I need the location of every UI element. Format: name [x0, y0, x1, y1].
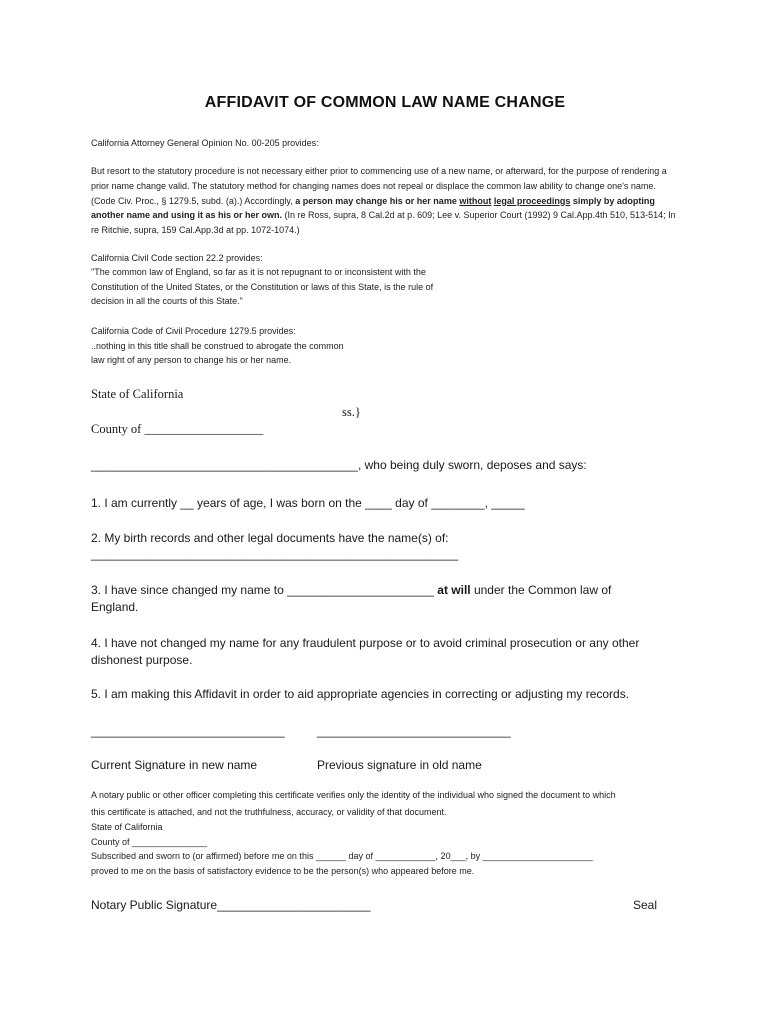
notary-state: State of California [91, 822, 163, 832]
statement-name-changed: 3. I have since changed my name to ______________________ at will under the Common law of [91, 583, 612, 597]
notary-notice-line-1: A notary public or other officer completing this certificate verifies only the identity of the individual who signed the document to which [91, 790, 616, 800]
notary-subscribed-line: Subscribed and sworn to (or affirmed) before me on this ______ day of ____________, 20___, by ______________________ [91, 851, 593, 861]
affiant-sworn-line: ________________________________________, who being duly sworn, deposes and says: [91, 458, 587, 472]
previous-signature-line: _____________________________ [317, 724, 511, 738]
ag-opinion-paragraph [91, 164, 681, 238]
ccp-line-1: ..nothing in this title shall be construed to abrogate the common [91, 341, 344, 351]
civil-code-line-1: "The common law of England, so far as it is not repugnant to or inconsistent with the [91, 267, 426, 277]
ccp-heading: California Code of Civil Procedure 1279.5 provides: [91, 326, 296, 336]
document-title: AFFIDAVIT OF COMMON LAW NAME CHANGE [204, 94, 566, 111]
ag-opinion-emphasis: a person may change his or her name without legal proceedings simply by adopting another name and using it as his or her own. [91, 195, 655, 221]
venue-county: County of ___________________ [91, 422, 264, 436]
statement-no-fraud: 4. I have not changed my name for any fraudulent purpose or to avoid criminal prosecution or any other [91, 636, 640, 650]
at-will-emphasis: at will [437, 583, 471, 597]
civil-code-heading: California Civil Code section 22.2 provides: [91, 253, 263, 263]
current-signature-line: _____________________________ [91, 724, 285, 738]
ag-opinion-heading: California Attorney General Opinion No. 00-205 provides: [91, 138, 319, 148]
venue-ss: ss.} [342, 405, 361, 419]
notary-notice-line-2: this certificate is attached, and not the truthfulness, accuracy, or validity of that document. [91, 807, 447, 817]
statement-purpose: 5. I am making this Affidavit in order to aid appropriate agencies in correcting or adjusting my records. [91, 687, 630, 701]
ag-opinion-underline-legal: legal proceedings [493, 195, 571, 206]
ag-opinion-underline-without: without [459, 195, 492, 206]
previous-signature-label: Previous signature in old name [317, 758, 482, 772]
statement-name-changed-cont: England. [91, 600, 139, 614]
notary-signature-line: Notary Public Signature_______________________ [91, 898, 371, 912]
statement-birth-records: 2. My birth records and other legal documents have the name(s) of: [91, 531, 449, 545]
notary-proved-line: proved to me on the basis of satisfactory evidence to be the person(s) who appeared before me. [91, 866, 475, 876]
civil-code-line-2: Constitution of the United States, or the Constitution or laws of this State, is the rule of [91, 282, 434, 292]
ag-opinion-text: But resort to the statutory procedure is not necessary either prior to commencing use of a new name, or afterward, for the purpose of rendering a prior name change valid. The statutory method for changing names does not repeal or displace the common law ability to change one's name. (Code Civ. Proc., § 1279.5, subd. (a).) Accordingly, [91, 166, 667, 206]
civil-code-line-3: decision in all the courts of this State." [91, 296, 243, 306]
venue-state: State of California [91, 387, 184, 401]
statement-age-birth: 1. I am currently __ years of age, I was born on the ____ day of ________, _____ [91, 496, 525, 510]
birth-names-blank: _______________________________________________________ [91, 547, 459, 561]
notary-county: County of _______________ [91, 837, 208, 847]
ag-opinion-citation: (In re Ross, supra, 8 Cal.2d at p. 609; Lee v. Superior Court (1992) 9 Cal.App.4th 510, 513-514; In re Ritchie, supra, 159 Cal.App.3d at pp. 1072-1074.) [91, 210, 676, 236]
ccp-line-2: law right of any person to change his or her name. [91, 355, 292, 365]
notary-seal-label: Seal [633, 898, 658, 912]
current-signature-label: Current Signature in new name [91, 758, 258, 772]
statement-no-fraud-cont: dishonest purpose. [91, 653, 193, 667]
